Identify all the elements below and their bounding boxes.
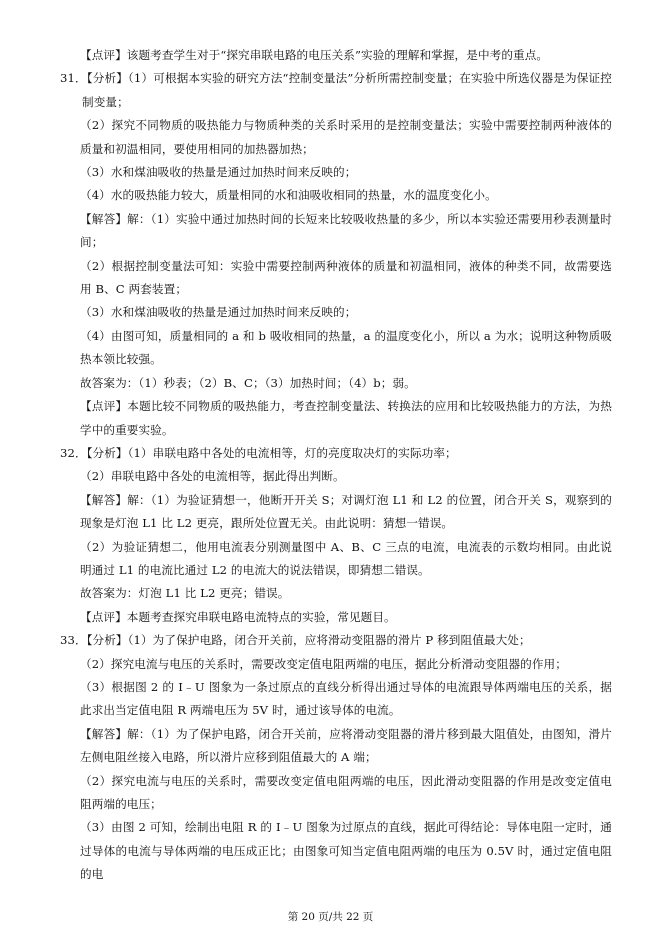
q31-solution-2: （2）根据控制变量法可知：实验中需要控制两种液体的质量和初温相同，液体的种类不同，故需要选用 B、C 两套装置； (80, 258, 612, 297)
q33-analysis: 33．【分析】（1）为了保护电路，闭合开关前，应将滑动变阻器的滑片 P 移到阻值最大处； (60, 633, 531, 648)
q32-solution-1: 【解答】解：（1）为验证猜想一，他断开开关 S；对调灯泡 L1 和 L2 的位置，闭合开关 S，观察到的现象是灯泡 L1 比 L2 更亮，跟所处位置无关。由此说明：猜想一错误。 (80, 492, 612, 531)
q33-analysis-2: （2）探究电流与电压的关系时，需要改变定值电阻两端的电压，据此分析滑动变阻器的作用； (80, 656, 567, 671)
q33-solution-3: （3）由图 2 可知，绘制出电阻 R 的 I﹣U 图象为过原点的直线，据此可得结论：导体电阻一定时，通过导体的电流与导体两端的电压成正比；由图象可知当定值电阻两端的电压为 0.5V 时，通过定值电阻的电 (80, 820, 612, 882)
q31-solution-4: （4）由图可知，质量相同的 a 和 b 吸收相同的热量，a 的温度变化小，所以 a 为水；说明这种物质吸热本领比较强。 (80, 328, 612, 367)
q32-comment: 【点评】本题考查探究串联电路电流特点的实验，常见题目。 (80, 609, 396, 624)
q33-analysis-3: （3）根据图 2 的 I﹣U 图象为一条过原点的直线分析得出通过导体的电流跟导体两端电压的关系，据此求出当定值电阻 R 两端电压为 5V 时，通过该导体的电流。 (80, 679, 612, 718)
q31-analysis-4: （4）水的吸热能力较大，质量相同的水和油吸收相同的热量，水的温度变化小。 (80, 188, 497, 203)
q31-solution-3: （3）水和煤油吸收的热量是通过加热时间来反映的； (80, 305, 357, 320)
q31-comment: 【点评】本题比较不同物质的吸热能力，考查控制变量法、转换法的应用和比较吸热能力的方法，为热学中的重要实验。 (80, 399, 612, 437)
q32-solution-2: （2）为验证猜想二，他用电流表分别测量图中 A、B、C 三点的电流，电流表的示数均相同。由此说明通过 L1 的电流比通过 L2 的电流大的说法错误，即猜想二错误。 (80, 539, 612, 577)
page-number-label: 第 20 页/共 22 页 (287, 911, 374, 923)
q33-solution-2: （2）探究电流与电压的关系时，需要改变定值电阻两端的电压，因此滑动变阻器的作用是改变定值电阻两端的电压； (80, 773, 612, 811)
q31-solution-1: 【解答】解：（1）实验中通过加热时间的长短来比较吸收热量的多少，所以本实验还需要用秒表测量时间； (80, 211, 612, 250)
q32-analysis: 32．【分析】（1）串联电路中各处的电流相等，灯的亮度取决灯的实际功率； (60, 445, 457, 460)
q31-analysis-2: （2）探究不同物质的吸热能力与物质种类的关系时采用的是控制变量法；实验中需要控制两种液体的质量和初温相同，要使用相同的加热器加热； (80, 118, 612, 156)
q31-analysis: 31．【分析】（1）可根据本实验的研究方法“控制变量法”分析所需控制变量；在实验中所选仪器是为保证控制变量； (60, 71, 612, 109)
q31-answer: 故答案为：（1）秒表；（2）B、C；（3）加热时间；（4）b；弱。 (80, 375, 416, 390)
q33-solution-1: 【解答】解：（1）为了保护电路，闭合开关前，应将滑动变阻器的滑片移到最大阻值处，由图知，滑片左侧电阻丝接入电路，所以滑片应移到阻值最大的 A 端； (80, 726, 612, 765)
answer-content (60, 44, 612, 887)
q32-analysis-2: （2）串联电路中各处的电流相等，据此得出判断。 (80, 469, 345, 484)
q31-analysis-3: （3）水和煤油吸收的热量是通过加热时间来反映的； (80, 165, 357, 180)
page-footer (0, 909, 661, 924)
q32-answer: 故答案为：灯泡 L1 比 L2 更亮；错误。 (80, 586, 290, 601)
comment-30: 【点评】该题考查学生对于“探究串联电路的电压关系”实验的理解和掌握，是中考的重点。 (80, 48, 549, 62)
